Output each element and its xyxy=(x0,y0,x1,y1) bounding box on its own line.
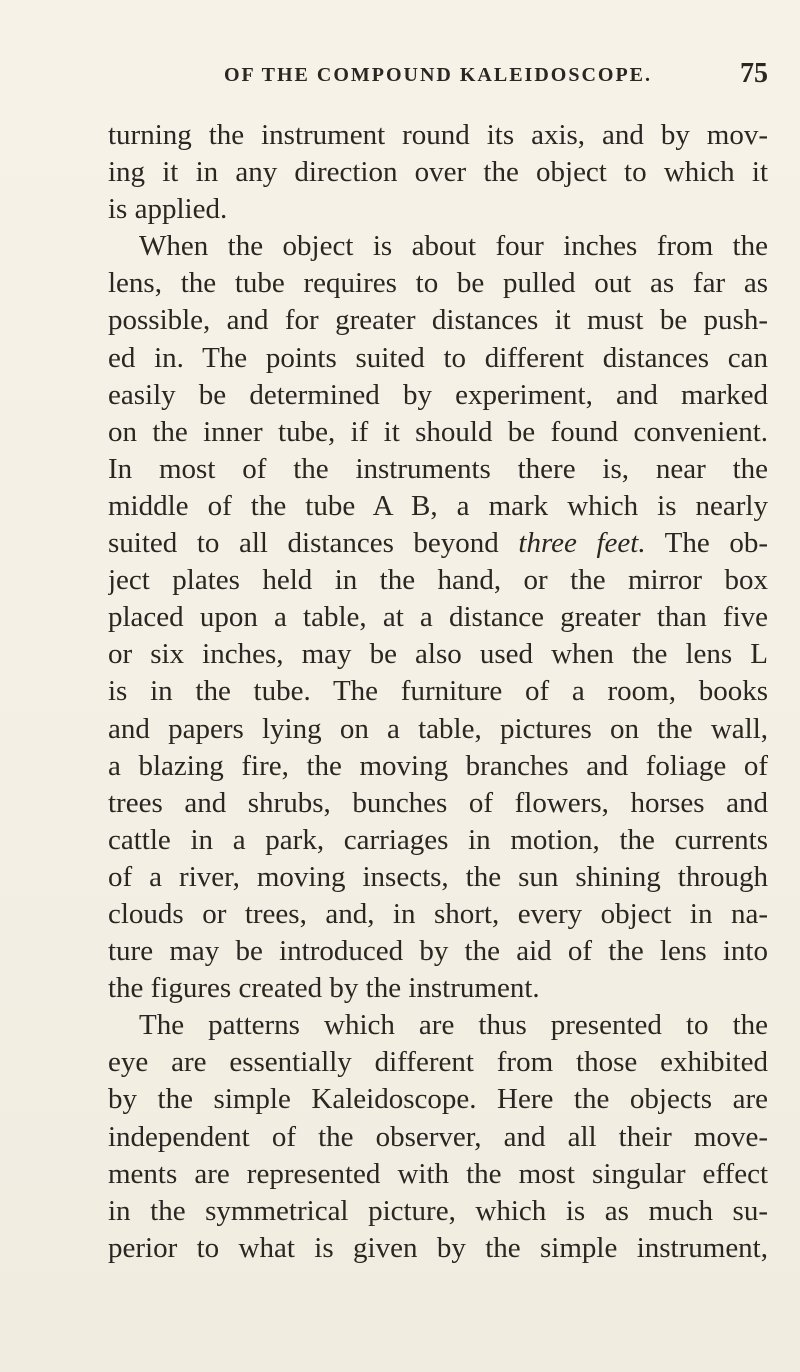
text-line: The patterns which are thus presented to the xyxy=(139,1009,768,1042)
text-run: suited to all distances beyond xyxy=(108,527,519,560)
text-line: on the inner tube, if it should be found convenient. xyxy=(108,415,768,448)
text-line: is applied. xyxy=(108,193,228,226)
text-line: When the object is about four inches from the xyxy=(139,230,768,263)
text-line: cattle in a park, carriages in motion, the currents xyxy=(108,823,768,856)
running-title: OF THE COMPOUND KALEIDOSCOPE. xyxy=(223,64,653,86)
text-line: clouds or trees, and, in short, every object in na- xyxy=(108,897,768,930)
text-run: The ob- xyxy=(645,527,768,560)
text-line: perior to what is given by the simple instrument, xyxy=(108,1231,768,1264)
text-line: ed in. The points suited to different distances can xyxy=(108,341,768,374)
page-number: 75 xyxy=(740,58,768,89)
text-line: lens, the tube requires to be pulled out as far as xyxy=(108,267,768,300)
text-line: ture may be introduced by the aid of the lens into xyxy=(108,935,768,968)
text-line: in the symmetrical picture, which is as much su- xyxy=(108,1194,768,1227)
text-line: ing it in any direction over the object to which it xyxy=(108,156,768,189)
text-line: turning the instrument round its axis, and by mov- xyxy=(108,119,768,151)
text-line: ject plates held in the hand, or the mirror box xyxy=(108,564,768,597)
text-line: easily be determined by experiment, and marked xyxy=(108,378,768,411)
text-line: is in the tube. The furniture of a room, books xyxy=(108,675,768,708)
text-line: ments are represented with the most singular effect xyxy=(108,1157,768,1190)
text-line: and papers lying on a table, pictures on the wall, xyxy=(108,712,768,745)
text-line: independent of the observer, and all their move- xyxy=(108,1120,768,1153)
text-line: the figures created by the instrument. xyxy=(108,972,540,1005)
body-text xyxy=(108,117,768,1267)
text-line xyxy=(108,525,768,562)
text-line: placed upon a table, at a distance greater than five xyxy=(108,601,768,634)
text-line: by the simple Kaleidoscope. Here the objects are xyxy=(108,1083,768,1116)
text-line: middle of the tube A B, a mark which is nearly xyxy=(108,489,768,522)
text-line: trees and shrubs, bunches of flowers, horses and xyxy=(108,786,768,819)
text-line: of a river, moving insects, the sun shining through xyxy=(108,860,768,893)
text-line: In most of the instruments there is, near the xyxy=(108,452,768,485)
running-head xyxy=(108,58,768,98)
text-line: or six inches, may be also used when the lens L xyxy=(108,638,768,671)
text-line: possible, and for greater distances it must be push- xyxy=(108,304,768,337)
text-line: eye are essentially different from those exhibited xyxy=(108,1046,768,1079)
italic-run: three feet. xyxy=(518,527,646,560)
text-line: a blazing fire, the moving branches and foliage of xyxy=(108,749,768,782)
